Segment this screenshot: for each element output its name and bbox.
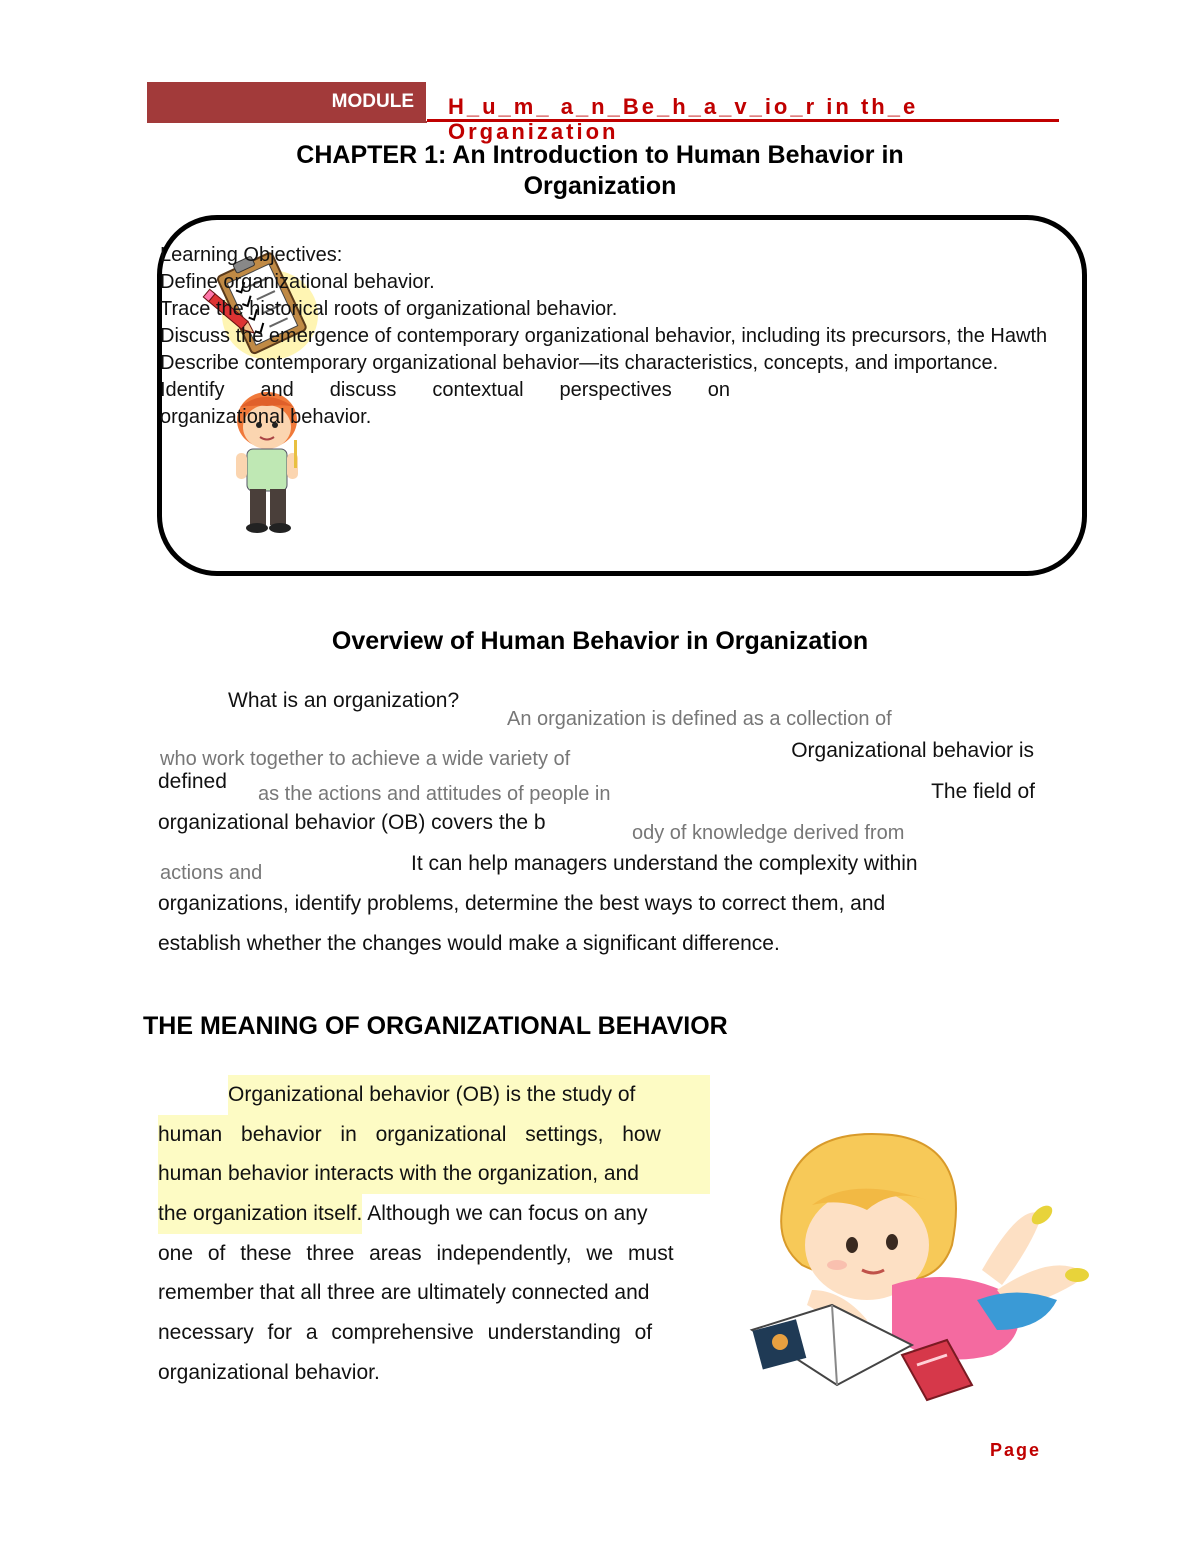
- paragraph-text: human behavior in organizational settings, how: [158, 1122, 661, 1146]
- module-title: H_u_m_ a_n_Be_h_a_v_io_r in th_e: [448, 94, 919, 119]
- module-label: MODULE: [147, 82, 426, 122]
- chapter-title-line1: CHAPTER 1: An Introduction to Human Behavior in: [296, 141, 904, 169]
- paragraph-text: organizations, identify problems, determine the best ways to correct them, and: [158, 892, 886, 915]
- paragraph-text: one of these three areas independently, we must: [158, 1241, 674, 1265]
- paragraph-text: organizational behavior.: [158, 1360, 380, 1384]
- learning-objectives: [160, 242, 1200, 431]
- objective-item: Discuss the emergence of contemporary organizational behavior, including its precursors, the Hawth: [160, 325, 1048, 347]
- page-number: Page: [990, 1440, 1042, 1460]
- paragraph-line: [158, 1353, 710, 1393]
- objective-item: [160, 377, 730, 404]
- highlighted-line: [158, 1154, 710, 1194]
- word: perspectives: [559, 379, 672, 401]
- paragraph-text: remember that all three are ultimately connected and: [158, 1281, 650, 1305]
- objective-item: Describe contemporary organizational behavior—its characteristics, concepts, and importance.: [160, 352, 999, 374]
- paragraph-text: establish whether the changes would make a significant difference.: [158, 932, 780, 955]
- word: Identify: [160, 379, 225, 401]
- faded-text: who work together to achieve a wide variety of: [160, 748, 571, 770]
- paragraph-line: [158, 1273, 710, 1313]
- word: discuss: [329, 379, 397, 401]
- chapter-title-line2: Organization: [523, 172, 677, 200]
- objectives-heading: Learning Objectives:: [160, 244, 343, 266]
- paragraph-text: necessary for a comprehensive understanding of: [158, 1321, 653, 1345]
- module-underline: [147, 121, 427, 123]
- paragraph-line: [158, 1234, 710, 1274]
- word: and: [260, 379, 294, 401]
- paragraph-text: human behavior interacts with the organization, and: [158, 1162, 639, 1186]
- faded-text: ody of knowledge derived from: [632, 822, 905, 844]
- word: contextual: [432, 379, 524, 401]
- faded-text: An organization is defined as a collection of: [507, 708, 892, 730]
- objective-item-continued: organizational behavior.: [160, 406, 372, 428]
- paragraph-text: Although we can focus on any: [367, 1202, 648, 1226]
- paragraph-text: Organizational behavior (OB) is the study of: [228, 1083, 636, 1106]
- paragraph-text: organizational behavior (OB) covers the b: [158, 811, 546, 834]
- section-heading: THE MEANING OF ORGANIZATIONAL BEHAVIOR: [143, 1012, 728, 1040]
- girl-reading-icon: [752, 1120, 1097, 1420]
- faded-text: as the actions and attitudes of people in: [258, 783, 611, 805]
- paragraph-text: Organizational behavior is: [791, 739, 1034, 762]
- highlighted-line: [158, 1115, 710, 1155]
- overview-heading: Overview of Human Behavior in Organization: [331, 627, 869, 655]
- chapter-title: [250, 140, 950, 202]
- highlighted-text: the organization itself.: [158, 1194, 362, 1234]
- paragraph-text: defined: [158, 770, 227, 793]
- paragraph-line: [158, 1194, 710, 1234]
- objective-item: Define organizational behavior.: [160, 271, 435, 293]
- faded-text: actions and: [160, 862, 263, 884]
- paragraph-text: The field of: [931, 780, 1035, 803]
- objective-item: Trace the historical roots of organizational behavior.: [160, 298, 618, 320]
- word: on: [707, 379, 730, 401]
- paragraph-line: [158, 1313, 710, 1353]
- ob-definition-paragraph: [158, 1075, 710, 1393]
- highlighted-line: [228, 1075, 710, 1115]
- module-title-overflow: Organization: [448, 119, 619, 144]
- question-text: What is an organization?: [228, 689, 460, 712]
- paragraph-text: It can help managers understand the complexity within: [411, 852, 918, 875]
